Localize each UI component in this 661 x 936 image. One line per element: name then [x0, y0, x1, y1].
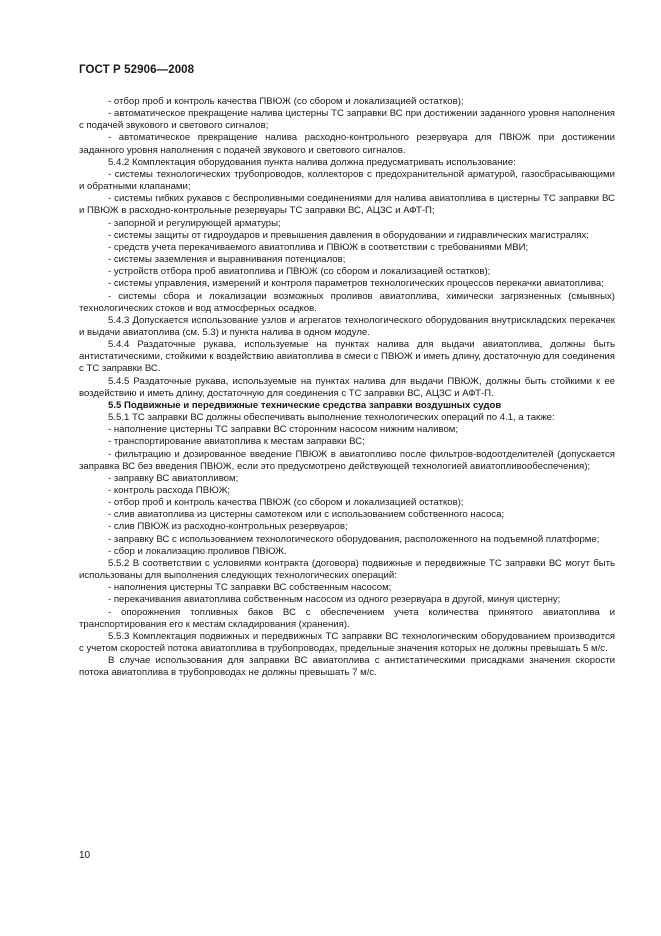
list-item: - автоматическое прекращение налива цистерны ТС заправки ВС при достижении заданного уровня наполнения с подачей звукового и светового сигналов; [79, 108, 615, 132]
list-item: - заправку ВС с использованием технологического оборудования, расположенного на подъемной платформе; [108, 533, 600, 545]
list-item: - перекачивания авиатоплива собственным насосом из одного резервуара в другой, минуя цистерну; [108, 594, 561, 606]
list-item: - отбор проб и контроль качества ПВЮЖ (со сбором и локализацией остатков); [108, 497, 464, 509]
numbered-paragraph: 5.4.5 Раздаточные рукава, используемые на пунктах налива для выдачи ПВЮЖ, должны быть стойкими к ее воздействию и иметь длину, достаточную для соединения с ТС заправки ВС, АЦЗС и АФТ-П. [79, 375, 615, 399]
list-item: - системы гибких рукавов с беспроливными соединениями для налива авиатоплива в цистерны ТС заправки ВС и ПВЮЖ в расходно-контрольные резервуары ТС заправки ВС, АЦЗС и АФТ-П; [79, 193, 615, 217]
numbered-paragraph: 5.5.2 В соответствии с условиями контракта (договора) подвижные и передвижные ТС заправки ВС могут быть использованы для выполнения следующих технологических операций: [79, 557, 615, 582]
list-item: - наполнение цистерны ТС заправки ВС сторонним насосом нижним наливом; [108, 424, 459, 436]
list-item: - заправку ВС авиатопливом; [108, 472, 239, 484]
list-item: - автоматическое прекращение налива расходно-контрольного резервуара для ПВЮЖ при достижении заданного уровня наполнения с подачей звукового и светового сигналов. [79, 132, 615, 156]
numbered-paragraph: 5.4.2 Комплектация оборудования пункта налива должна предусматривать использование: [108, 156, 516, 168]
list-item: - системы технологических трубопроводов, коллекторов с предохранительной арматурой, газосбрасывающими и обратными клапанами; [79, 168, 615, 193]
list-item: - транспортирование авиатоплива к местам заправки ВС; [108, 436, 365, 448]
list-item: - отбор проб и контроль качества ПВЮЖ (со сбором и локализацией остатков); [108, 96, 464, 107]
list-item: - сбор и локализацию проливов ПВЮЖ. [108, 545, 287, 557]
paragraph: В случае использования для заправки ВС авиатоплива с антистатическими присадками значения скорости потока авиатоплива в трубопроводах не должны превышать 7 м/с. [79, 655, 615, 679]
section-heading: 5.5 Подвижные и передвижные технические средства заправки воздушных судов [108, 399, 502, 411]
list-item: - слив ПВЮЖ из расходно-контрольных резервуаров; [108, 521, 348, 533]
document-header: ГОСТ Р 52906—2008 [79, 64, 195, 76]
list-item: - опорожнения топливных баков ВС с обеспечением учета количества принятого авиатоплива и транспортирования его к местам складирования (хранения). [79, 606, 615, 630]
list-item: - системы защиты от гидроударов и превышения давления в оборудовании и гидравлических магистралях; [108, 229, 589, 241]
list-item: - слив авиатоплива из цистерны самотеком или с использованием собственного насоса; [108, 509, 505, 521]
list-item: - системы управления, измерений и контроля параметров технологических процессов перекачки авиатоплива; [108, 278, 604, 290]
numbered-paragraph: 5.5.3 Комплектация подвижных и передвижных ТС заправки ВС технологическим оборудованием производится с учетом скоростей потока авиатоплива в трубопроводах, предельные значения которых не должны превышать 5 м/с. [79, 630, 615, 655]
list-item: - системы сбора и локализации возможных проливов авиатоплива, химически загрязненных (смывных) технологических стоков и вод атмосферных осадков. [79, 290, 615, 314]
numbered-paragraph: 5.4.3 Допускается использование узлов и агрегатов технологического оборудования внутрискладских перекачек и выдачи авиатоплива (см. 5.3) и пункта налива в одном модуле. [79, 314, 615, 338]
numbered-paragraph: 5.4.4 Раздаточные рукава, используемые на пунктах налива для выдачи авиатоплива, должны быть антистатическими, стойкими к воздействию авиатоплива в смеси с ПВЮЖ и иметь длину, достаточную для соединения с ТС заправки ВС. [79, 339, 615, 375]
list-item: - устройств отбора проб авиатоплива и ПВЮЖ (со сбором и локализацией остатков); [108, 266, 491, 278]
document-body [79, 96, 615, 680]
list-item: - фильтрацию и дозированное введение ПВЮЖ в авиатопливо после фильтров-водоотделителей (допускается заправка ВС без введения ПВЮЖ, если это предусмотрено действующей технологией авиатопливообеспечения); [79, 448, 615, 472]
numbered-paragraph: 5.5.1 ТС заправки ВС должны обеспечивать выполнение технологических операций по 4.1, а также: [108, 412, 555, 424]
list-item: - наполнения цистерны ТС заправки ВС собственным насосом; [108, 582, 392, 594]
page-number: 10 [79, 850, 91, 861]
list-item: - системы заземления и выравнивания потенциалов; [108, 254, 346, 266]
list-item: - контроль расхода ПВЮЖ; [108, 485, 231, 496]
list-item: - средств учета перекачиваемого авиатоплива и ПВЮЖ в соответствии с требованиями МВИ; [108, 241, 529, 253]
list-item: - запорной и регулирующей арматуры; [108, 217, 281, 229]
